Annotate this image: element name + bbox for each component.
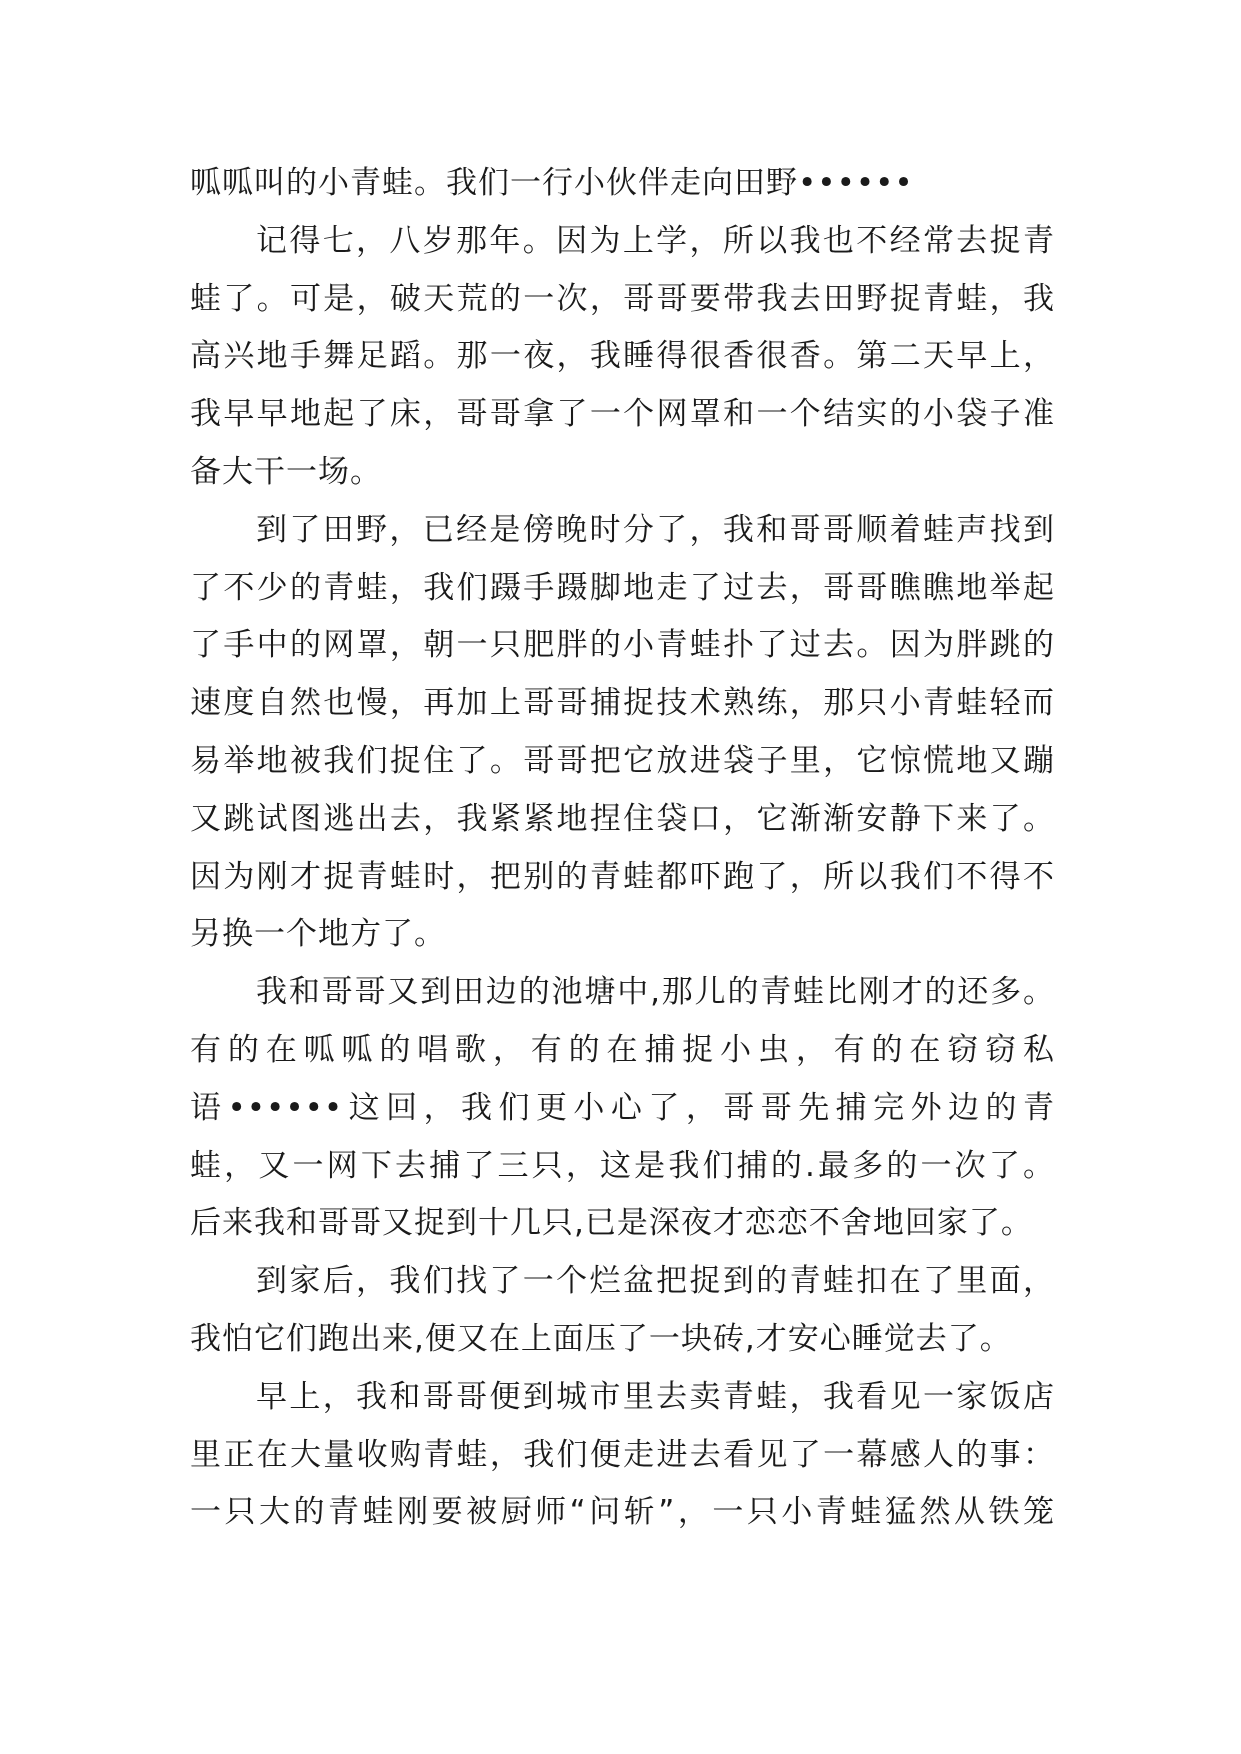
text-line: 蛙，又一网下去捕了三只，这是我们捕的.最多的一次了。: [190, 1147, 1055, 1184]
paragraph-first-line: 我和哥哥又到田边的池塘中,那儿的青蛙比刚才的还多。: [256, 974, 1055, 1011]
paragraph-first-line: 记得七，八岁那年。因为上学，所以我也不经常去捉青: [256, 222, 1055, 259]
text-line: 高兴地手舞足蹈。那一夜，我睡得很香很香。第二天早上，: [190, 338, 1055, 375]
text-line: 因为刚才捉青蛙时，把别的青蛙都吓跑了，所以我们不得不: [190, 858, 1055, 895]
body-text: [190, 155, 1055, 1542]
paragraph-first-line: 到了田野，已经是傍晚时分了，我和哥哥顺着蛙声找到: [256, 511, 1055, 548]
paragraph-last-line: 另换一个地方了。: [190, 916, 446, 953]
text-line: 又跳试图逃出去，我紧紧地捏住袋口，它渐渐安静下来了。: [190, 800, 1055, 837]
text-line: 了手中的网罩，朝一只肥胖的小青蛙扑了过去。因为胖跳的: [190, 627, 1055, 664]
paragraph-last-line: 后来我和哥哥又捉到十几只,已是深夜才恋恋不舍地回家了。: [190, 1205, 1033, 1242]
paragraph-last-line: 我怕它们跑出来,便又在上面压了一块砖,才安心睡觉去了。: [190, 1320, 1012, 1357]
text-line: 有的在呱呱的唱歌，有的在捕捉小虫，有的在窃窃私: [190, 1031, 1055, 1068]
paragraph-first-line: 到家后，我们找了一个烂盆把捉到的青蛙扣在了里面，: [256, 1263, 1055, 1300]
text-line: 了不少的青蛙，我们蹑手蹑脚地走了过去，哥哥瞧瞧地举起: [190, 569, 1055, 606]
paragraph-last-line: 备大干一场。: [190, 453, 382, 490]
text-line: 里正在大量收购青蛙，我们便走进去看见了一幕感人的事：: [190, 1436, 1055, 1473]
text-line: 易举地被我们捉住了。哥哥把它放进袋子里，它惊慌地又蹦: [190, 742, 1055, 779]
text-line: 语••••••这回，我们更小心了，哥哥先捕完外边的青: [190, 1089, 1055, 1126]
text-line: 一只大的青蛙刚要被厨师“问斩”，一只小青蛙猛然从铁笼: [190, 1494, 1055, 1531]
text-line: 我早早地起了床，哥哥拿了一个网罩和一个结实的小袋子准: [190, 396, 1055, 433]
text-line: 蛙了。可是，破天荒的一次，哥哥要带我去田野捉青蛙，我: [190, 280, 1055, 317]
text-line: 呱呱叫的小青蛙。我们一行小伙伴走向田野••••••: [190, 165, 914, 201]
text-line: 速度自然也慢，再加上哥哥捕捉技术熟练，那只小青蛙轻而: [190, 685, 1055, 722]
paragraph-first-line: 早上，我和哥哥便到城市里去卖青蛙，我看见一家饭店: [256, 1378, 1055, 1415]
